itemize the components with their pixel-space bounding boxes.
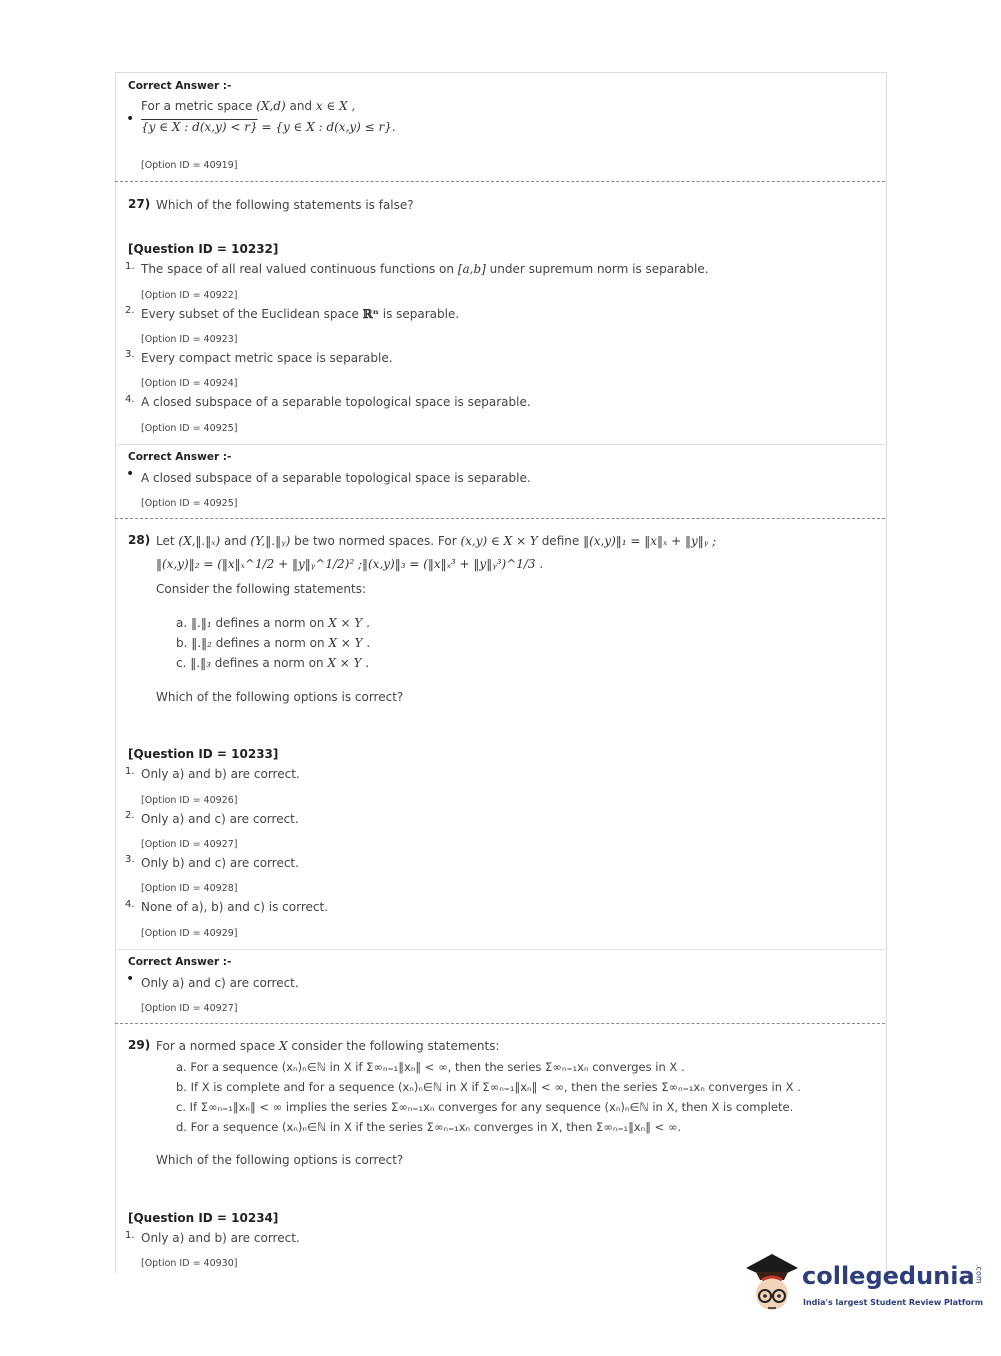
option-text: Every subset of the Euclidean space ℝⁿ is separable. [141,307,460,321]
option-number: 1. [125,766,135,777]
question-text: Which of the following options is correct? [156,1153,404,1167]
option-text: Only a) and b) are correct. [141,1231,300,1245]
separator [115,518,885,519]
answer-text: Only a) and c) are correct. [141,976,299,990]
option-text: Only a) and c) are correct. [141,812,299,826]
option-id: [Option ID = 40930] [141,1258,238,1269]
option-text: Every compact metric space is separable. [141,351,393,365]
answer-label: Correct Answer :- [128,451,232,463]
option-id: [Option ID = 40927] [141,1003,238,1014]
option-id: [Option ID = 40925] [141,498,238,509]
option-text: The space of all real valued continuous functions on [a,b] under supremum norm is separable. [141,262,709,276]
option-id: [Option ID = 40923] [141,334,238,345]
question-id: [Question ID = 10234] [128,1211,279,1225]
question-text: Consider the following statements: [156,582,367,596]
separator [115,1023,885,1024]
bullet-icon: • [126,466,135,482]
option-id: [Option ID = 40925] [141,423,238,434]
question-number: 28) [128,533,151,547]
bullet-icon: • [126,971,135,987]
answer-math: {y ∈ X : d(x,y) < r} = {y ∈ X : d(x,y) ≤ r}. [141,120,396,134]
option-number: 4. [125,899,135,910]
statement: b. If X is complete and for a sequence (xₙ)ₙ∈ℕ in X if Σ∞ₙ₌₁‖xₙ‖ < ∞, then the series Σ∞ₙ₌₁xₙ converges in X . [176,1080,801,1094]
option-id: [Option ID = 40919] [141,160,238,171]
option-id: [Option ID = 40922] [141,290,238,301]
answer-label: Correct Answer :- [128,956,232,968]
option-id: [Option ID = 40929] [141,928,238,939]
option-number: 1. [125,1230,135,1241]
option-number: 4. [125,394,135,405]
option-text: None of a), b) and c) is correct. [141,900,328,914]
question-text: For a normed space X consider the following statements: [156,1039,500,1053]
option-number: 3. [125,349,135,360]
question-number: 29) [128,1038,151,1052]
norm-formulas: ‖(x,y)‖₂ = (‖x‖ₓ^1/2 + ‖y‖ᵧ^1/2)² ;‖(x,y)‖₃ = (‖x‖ₓ³ + ‖y‖ᵧ³)^1/3 . [156,557,544,571]
statement: b. ‖.‖₂ defines a norm on X × Y . [176,636,371,650]
statement: a. For a sequence (xₙ)ₙ∈ℕ in X if Σ∞ₙ₌₁‖xₙ‖ < ∞, then the series Σ∞ₙ₌₁xₙ converges in X . [176,1060,685,1074]
option-id: [Option ID = 40928] [141,883,238,894]
brand-tagline: India's largest Student Review Platform [803,1298,984,1307]
question-text: Which of the following statements is false? [156,198,414,212]
divider [115,949,885,950]
separator [115,181,885,182]
question-text: Let (X,‖.‖ₓ) and (Y,‖.‖ᵧ) be two normed spaces. For (x,y) ∈ X × Y define ‖(x,y)‖₁ = ‖x‖ₓ + ‖y‖ᵧ ; [156,534,717,548]
bullet-icon: • [126,111,135,127]
option-id: [Option ID = 40924] [141,378,238,389]
question-id: [Question ID = 10232] [128,242,279,256]
statement: c. If Σ∞ₙ₌₁‖xₙ‖ < ∞ implies the series Σ∞ₙ₌₁xₙ converges for any sequence (xₙ)ₙ∈ℕ in X, then X is complete. [176,1100,794,1114]
option-number: 2. [125,305,135,316]
option-id: [Option ID = 40926] [141,795,238,806]
answer-line: For a metric space (X,d) and x ∈ X , [141,99,356,113]
brand-logo: collegedunia.com [802,1262,984,1290]
question-id: [Question ID = 10233] [128,747,279,761]
statement: a. ‖.‖₁ defines a norm on X × Y . [176,616,370,630]
option-number: 2. [125,810,135,821]
option-text: Only a) and b) are correct. [141,767,300,781]
mascot-icon [742,1250,802,1320]
question-number: 27) [128,197,151,211]
divider [115,444,885,445]
answer-text: A closed subspace of a separable topological space is separable. [141,471,531,485]
option-number: 1. [125,261,135,272]
answer-label: Correct Answer :- [128,80,232,92]
question-text: Which of the following options is correct? [156,690,404,704]
statement: c. ‖.‖₃ defines a norm on X × Y . [176,656,370,670]
option-id: [Option ID = 40927] [141,839,238,850]
option-text: A closed subspace of a separable topological space is separable. [141,395,531,409]
statement: d. For a sequence (xₙ)ₙ∈ℕ in X if the series Σ∞ₙ₌₁xₙ converges in X, then Σ∞ₙ₌₁‖xₙ‖ < ∞. [176,1120,682,1134]
option-number: 3. [125,854,135,865]
option-text: Only b) and c) are correct. [141,856,299,870]
